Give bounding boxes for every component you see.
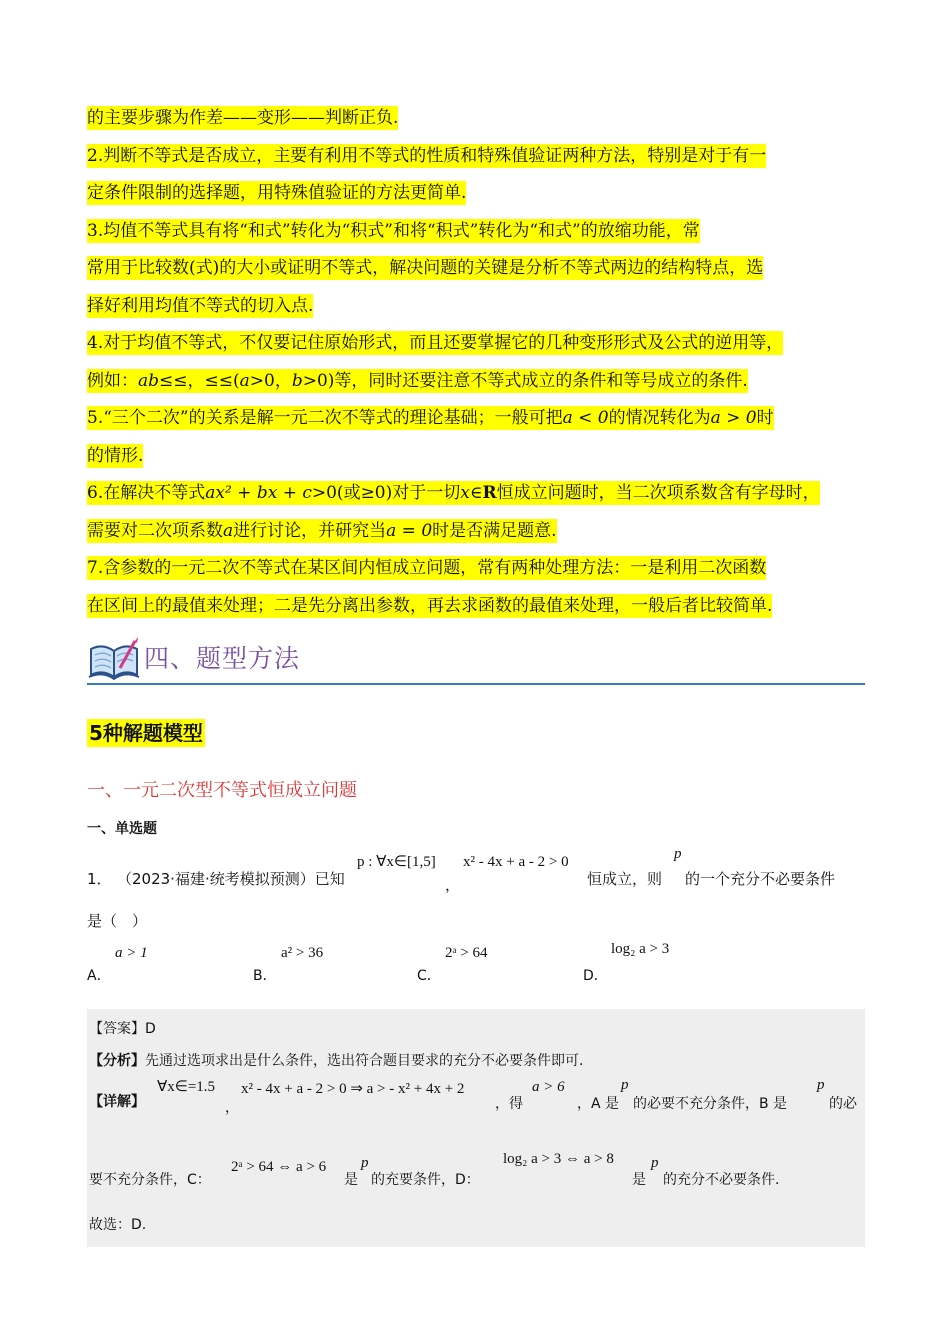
math-var: b <box>291 370 303 391</box>
tip-para-4 <box>87 325 865 400</box>
math-set: R <box>482 483 497 503</box>
option-expr: a > 1 <box>115 945 148 961</box>
tip-text: 4.对于均值不等式，不仅要记住原始形式，而且还要掌握它的几种变形形式及公式的逆用等， <box>87 333 784 353</box>
final-answer-line: 故选：D. <box>89 1217 147 1233</box>
tip-text <box>87 369 748 393</box>
math-var: a <box>223 520 234 541</box>
tip-text: 在区间上的最值来处理；二是先分离出参数，再去求函数的最值来处理，一般后者比较简单. <box>87 595 773 616</box>
math-expr: a < 0 <box>562 408 609 428</box>
math-expr: x² - 4x + a - 2 > 0 ⇒ a > - x² + 4x + 2 <box>241 1081 465 1097</box>
option-expr: log₂ a > 3 <box>611 941 670 957</box>
math-var: ab <box>138 370 160 391</box>
question-text: 是（ ） <box>87 912 148 930</box>
detail-line-1 <box>87 1077 865 1147</box>
math-var: p <box>361 1155 369 1171</box>
question-number: 1． <box>87 870 112 888</box>
question-source: （2023·福建·统考模拟预测）已知 <box>117 870 345 888</box>
book-pen-icon <box>87 635 141 681</box>
tip-text: ∈ <box>469 483 483 503</box>
detail-line-2 <box>87 1147 865 1205</box>
question-text: 的一个充分不必要条件 <box>685 870 836 888</box>
tip-text: 的情形. <box>87 445 144 466</box>
tip-para-2 <box>87 138 865 213</box>
detail-text: 是 <box>632 1172 646 1188</box>
analysis-text: 先通过选项求出是什么条件，选出符合题目要求的充分不必要条件即可. <box>145 1053 584 1069</box>
tip-text: 5.“三个二次”的关系是解一元二次不等式的理论基础；一般可把 <box>87 408 563 428</box>
tip-para-7 <box>87 550 865 625</box>
question-line <box>87 846 865 904</box>
tip-text <box>87 481 820 505</box>
tip-para-6 <box>87 475 865 550</box>
tip-text: 进行讨论，并研究当 <box>233 520 387 541</box>
math-expr: a > 6 <box>532 1079 565 1095</box>
section-header <box>87 631 865 689</box>
math-var: a <box>239 370 250 391</box>
math-expr: a = 0 <box>386 520 433 541</box>
answer-line: 【答案】D <box>89 1021 156 1037</box>
document-page <box>87 100 865 1247</box>
detail-text: ， <box>225 1100 239 1116</box>
tip-para-3 <box>87 213 865 326</box>
tip-text <box>87 406 774 430</box>
analysis-line <box>87 1045 865 1077</box>
option-expr: 2ᵃ > 64 <box>445 945 488 961</box>
math-expr: x² - 4x + a - 2 > 0 <box>463 854 569 870</box>
detail-text: 的必要不充分条件，B 是 <box>633 1096 788 1112</box>
tip-text <box>87 519 557 543</box>
math-expr: 2ᵃ > 64 ⇔ a > 6 <box>231 1159 327 1175</box>
model-heading: 一、一元二次型不等式恒成立问题 <box>87 780 357 801</box>
question-type-heading: 一、单选题 <box>87 821 157 837</box>
options-row <box>87 941 865 995</box>
detail-text: 的必 <box>829 1096 857 1112</box>
question-text: ， <box>445 876 461 894</box>
option-label: A． <box>87 968 111 984</box>
tip-text: 的情况转化为 <box>608 408 711 428</box>
detail-text: 的充要条件，D： <box>371 1172 480 1188</box>
answer-box <box>87 1009 865 1247</box>
math-var: p <box>817 1077 825 1093</box>
tip-text: 时 <box>756 408 774 428</box>
models-heading-text: 5种解题模型 <box>89 721 203 745</box>
tip-text: 择好利用均值不等式的切入点. <box>87 295 314 316</box>
tip-text: 定条件限制的选择题，用特殊值验证的方法更简单. <box>87 183 467 203</box>
detail-text: ，A 是 <box>577 1096 620 1112</box>
option-label: B． <box>253 968 277 984</box>
math-var: x <box>460 483 470 503</box>
tip-text: >0)等，同时还要注意不等式成立的条件和等号成立的条件. <box>302 370 748 391</box>
tip-text: 恒成立问题时，当二次项系数含有字母时， <box>496 483 820 503</box>
math-expr: log₂ a > 3 ⇔ a > 8 <box>503 1151 614 1167</box>
detail-text: ，得 <box>495 1096 523 1112</box>
tip-text: 6.在解决不等式 <box>87 483 206 503</box>
math-var: p <box>674 846 682 862</box>
math-expr: a > 0 <box>710 408 757 428</box>
tip-text: 例如： <box>87 370 138 391</box>
math-expr: p : ∀x∈[1,5] <box>357 854 436 870</box>
detail-label: 【详解】 <box>89 1094 145 1110</box>
analysis-label: 【分析】 <box>89 1053 145 1069</box>
detail-text: 要不充分条件，C： <box>89 1172 211 1188</box>
tip-text: 的主要步骤为作差——变形——判断正负. <box>87 108 399 128</box>
option-label: C． <box>417 968 441 984</box>
option-expr: a² > 36 <box>281 945 324 961</box>
tip-text: 2.判断不等式是否成立，主要有利用不等式的性质和特殊值验证两种方法，特别是对于有一 <box>87 145 767 166</box>
math-expr: ax² + bx + c <box>205 483 312 503</box>
detail-text: 是 <box>344 1172 358 1188</box>
tip-text: ≤≤，≤≤( <box>159 370 240 391</box>
section-divider <box>87 683 865 685</box>
tip-text: 时是否满足题意. <box>432 520 557 541</box>
tip-text: 常用于比较数(式)的大小或证明不等式，解决问题的关键是分析不等式两边的结构特点，选 <box>87 258 764 278</box>
tip-text: 7.含参数的一元二次不等式在某区间内恒成立问题，常有两种处理方法：一是利用二次函数 <box>87 558 767 578</box>
tip-text: >0， <box>249 370 292 391</box>
tip-para-5 <box>87 400 865 475</box>
tip-text: 3.均值不等式具有将“和式”转化为“积式”和将“积式”转化为“和式”的放缩功能，常 <box>87 220 700 241</box>
question-text: 恒成立，则 <box>587 870 663 888</box>
tip-text: 需要对二次项系数 <box>87 520 223 541</box>
tip-para-1 <box>87 100 865 138</box>
math-var: p <box>651 1155 659 1171</box>
detail-text: 的充分不必要条件. <box>663 1172 780 1188</box>
tip-text: >0(或≥0)对于一切 <box>311 483 461 503</box>
math-expr: ∀x∈=1.5 <box>157 1079 216 1095</box>
math-var: p <box>621 1077 629 1093</box>
section-title: 四、题型方法 <box>144 644 301 673</box>
option-label: D． <box>583 968 608 984</box>
models-heading <box>87 717 865 746</box>
